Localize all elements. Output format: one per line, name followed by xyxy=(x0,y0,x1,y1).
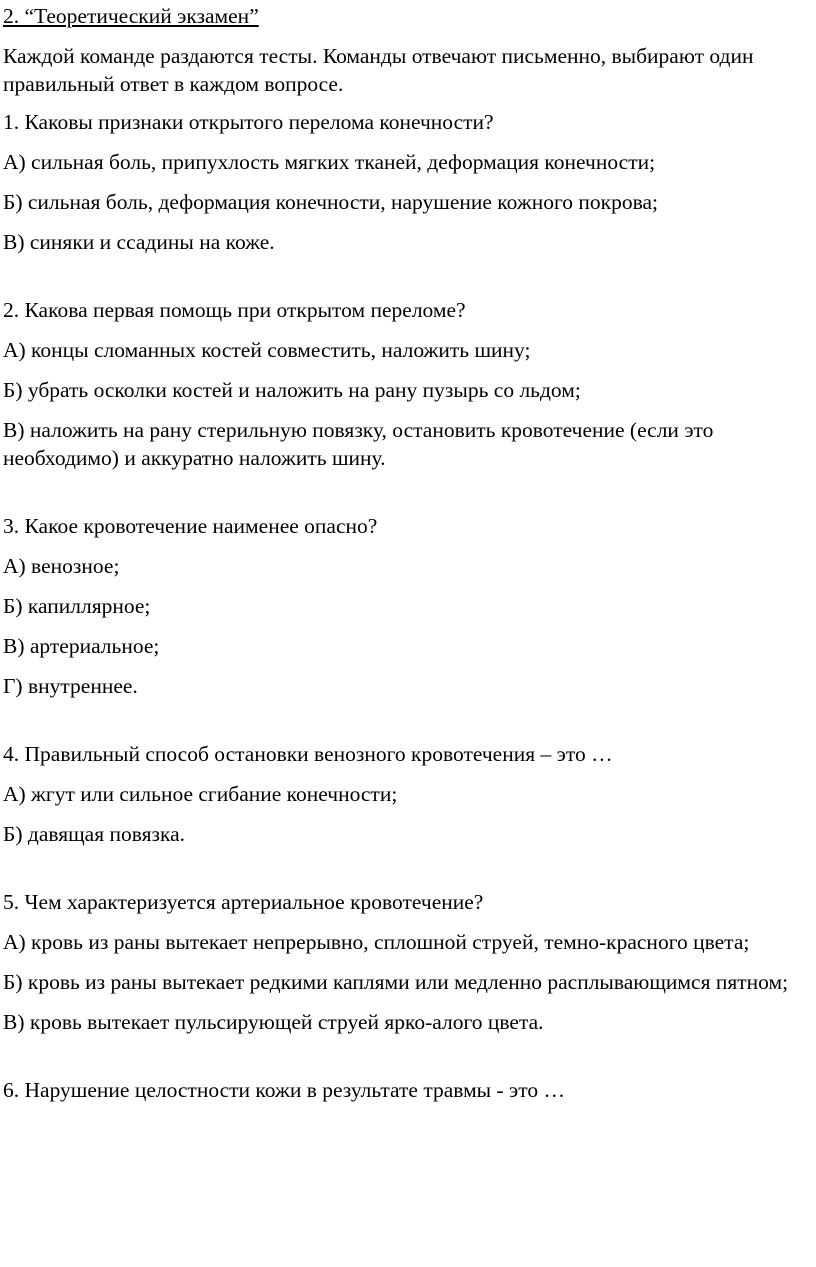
question-text: 6. Нарушение целостности кожи в результате травмы - это … xyxy=(3,1078,565,1102)
answer-option: А) сильная боль, припухлость мягких тканей, деформация конечности; xyxy=(3,150,656,174)
answer-option: Б) кровь из раны вытекает редкими каплями или медленно расплывающимся пятном; xyxy=(3,970,789,994)
answer-option: А) жгут или сильное сгибание конечности; xyxy=(3,782,398,806)
spacer xyxy=(3,712,811,740)
answer-option: Г) внутреннее. xyxy=(3,674,138,698)
intro-paragraph: Каждой команде раздаются тесты. Команды отвечают письменно, выбирают один правильный ответ в каждом вопросе. xyxy=(3,44,754,96)
question-5 xyxy=(3,888,811,1036)
question-text: 5. Чем характеризуется артериальное кровотечение? xyxy=(3,890,484,914)
spacer xyxy=(3,268,811,296)
answer-option: Б) сильная боль, деформация конечности, нарушение кожного покрова; xyxy=(3,190,658,214)
question-3 xyxy=(3,512,811,700)
question-text: 3. Какое кровотечение наименее опасно? xyxy=(3,514,378,538)
question-text: 2. Какова первая помощь при открытом переломе? xyxy=(3,298,466,322)
spacer xyxy=(3,860,811,888)
question-2 xyxy=(3,296,811,472)
answer-option: Б) капиллярное; xyxy=(3,594,151,618)
question-text: 1. Каковы признаки открытого перелома конечности? xyxy=(3,110,494,134)
spacer xyxy=(3,484,811,512)
document-page xyxy=(3,2,811,1116)
question-4 xyxy=(3,740,811,848)
section-title: 2. “Теоретический экзамен” xyxy=(3,4,259,28)
question-1 xyxy=(3,108,811,256)
question-6 xyxy=(3,1076,811,1104)
question-text: 4. Правильный способ остановки венозного кровотечения – это … xyxy=(3,742,613,766)
answer-option: В) синяки и ссадины на коже. xyxy=(3,230,275,254)
answer-option: Б) убрать осколки костей и наложить на рану пузырь со льдом; xyxy=(3,378,581,402)
answer-option: А) кровь из раны вытекает непрерывно, сплошной струей, темно-красного цвета; xyxy=(3,930,750,954)
answer-option: В) артериальное; xyxy=(3,634,160,658)
answer-option: В) наложить на рану стерильную повязку, остановить кровотечение (если это необходимо) и аккуратно наложить шину. xyxy=(3,418,714,470)
answer-option: А) венозное; xyxy=(3,554,120,578)
answer-option: В) кровь вытекает пульсирующей струей ярко-алого цвета. xyxy=(3,1010,544,1034)
answer-option: А) концы сломанных костей совместить, наложить шину; xyxy=(3,338,531,362)
answer-option: Б) давящая повязка. xyxy=(3,822,186,846)
spacer xyxy=(3,1048,811,1076)
